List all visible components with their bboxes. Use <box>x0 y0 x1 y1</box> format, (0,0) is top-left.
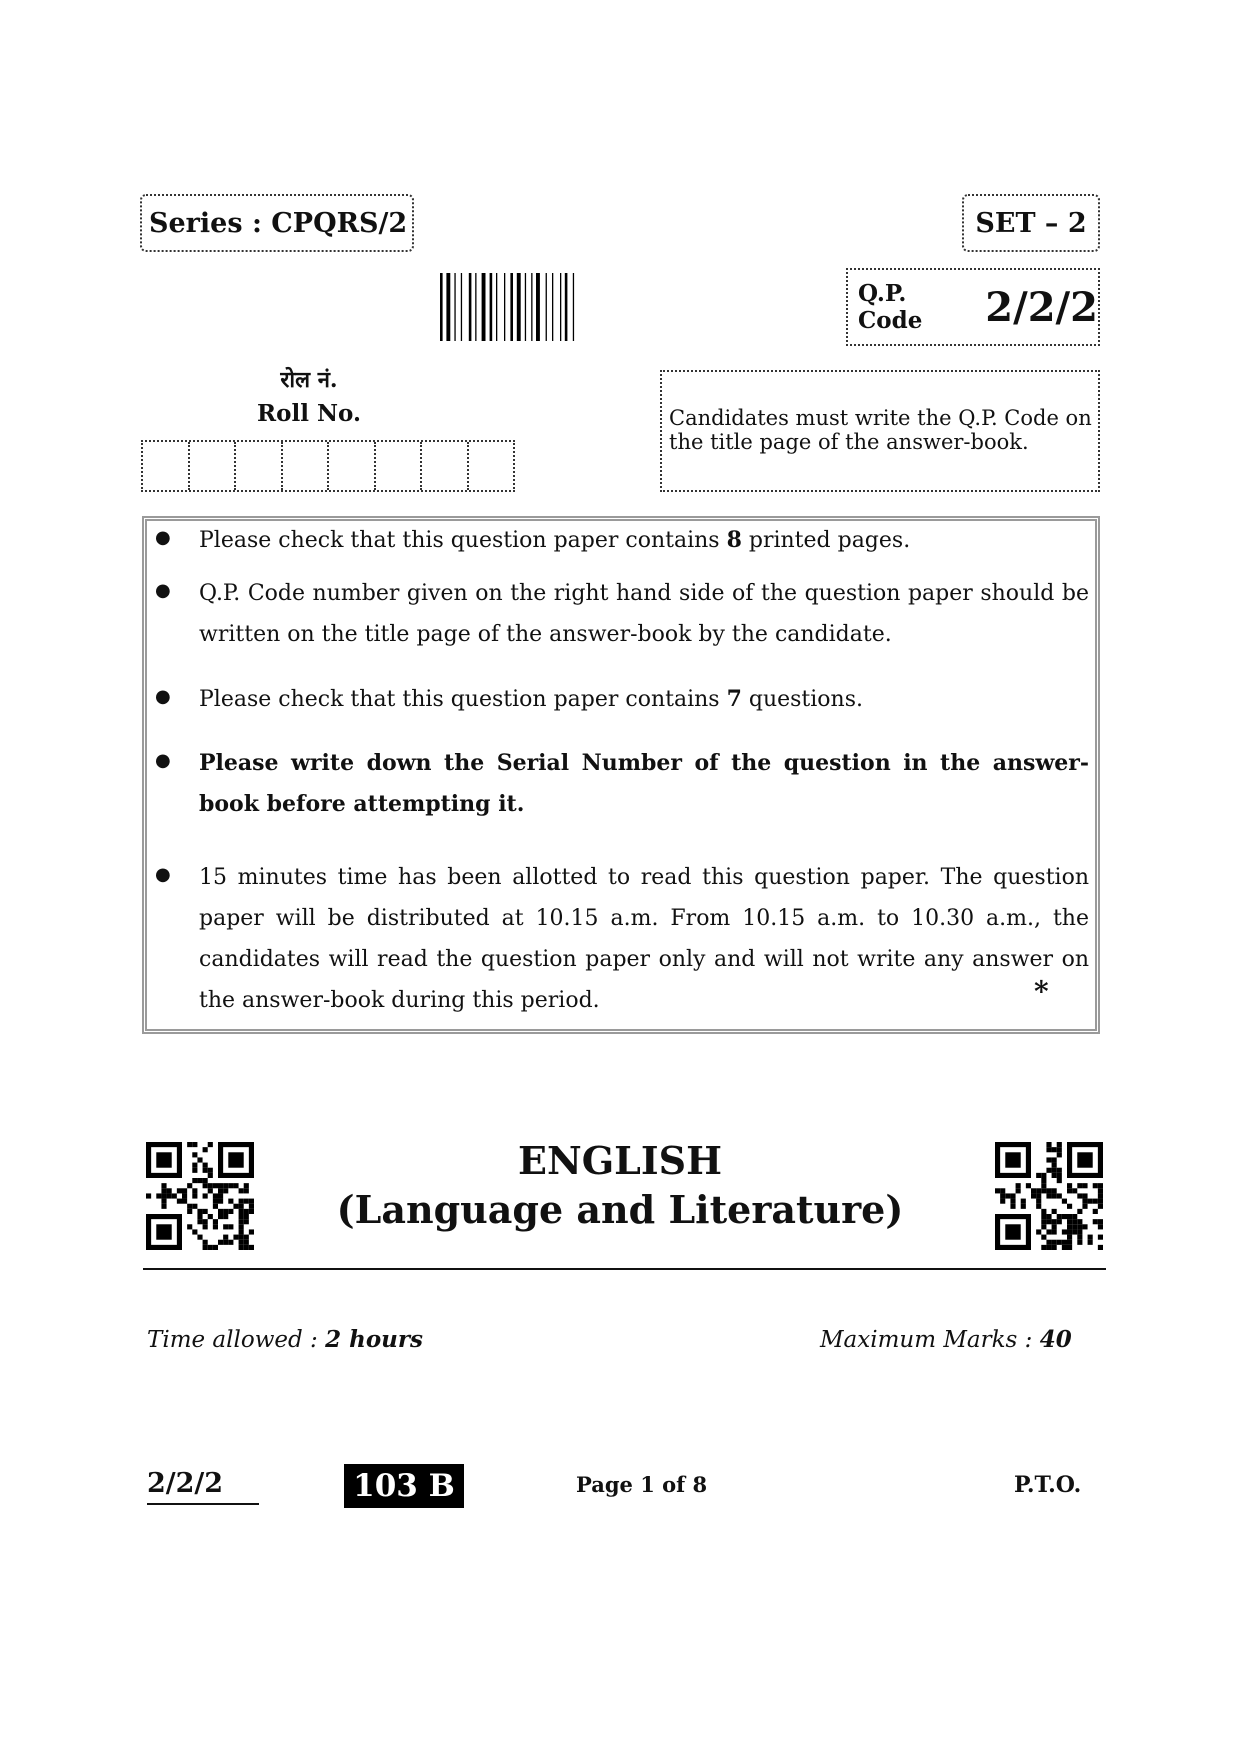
qr-module <box>1052 1163 1057 1168</box>
qr-module <box>1052 1147 1057 1152</box>
qr-module <box>1031 1188 1036 1193</box>
qr-module <box>192 1229 197 1234</box>
divider-line <box>143 1268 1106 1270</box>
qr-module <box>1010 1204 1015 1209</box>
qr-module <box>1000 1193 1005 1198</box>
barcode-bar <box>546 273 547 341</box>
qr-module <box>1077 1219 1082 1224</box>
qr-module <box>197 1178 202 1183</box>
qr-module <box>1077 1209 1082 1214</box>
qr-module <box>239 1209 244 1214</box>
qr-module <box>223 1214 228 1219</box>
qr-module <box>228 1224 233 1229</box>
qr-module <box>161 1204 166 1209</box>
qr-module <box>1041 1188 1046 1193</box>
qr-module <box>218 1199 223 1204</box>
qr-module <box>187 1204 192 1209</box>
qr-module <box>239 1219 244 1224</box>
roll-no-cell[interactable] <box>283 442 330 490</box>
qr-module <box>228 1183 233 1188</box>
qr-module <box>1052 1173 1057 1178</box>
qr-module <box>1088 1199 1093 1204</box>
qr-module <box>223 1209 228 1214</box>
qr-module <box>192 1193 197 1198</box>
qr-module <box>1062 1229 1067 1234</box>
qr-module <box>239 1245 244 1250</box>
qr-module <box>213 1193 218 1198</box>
qr-module <box>1000 1188 1005 1193</box>
qr-module <box>223 1235 228 1240</box>
instruction-item: 15 minutes time has been allotted to read this question paper. The question paper will be distributed at 10.15 a.m. From 10.15 a.m. to 10.30 a.m., the candidates will read the question paper only and will not write any answer on the answer-book during this period. <box>199 865 1089 1013</box>
qr-module <box>1046 1245 1051 1250</box>
instruction-item: Please check that this question paper contains 8 printed pages. <box>199 527 911 553</box>
qr-module <box>223 1224 228 1229</box>
qr-module <box>1067 1214 1072 1219</box>
qr-module <box>192 1142 197 1147</box>
qr-module <box>1026 1183 1031 1188</box>
qr-finder <box>1077 1152 1092 1167</box>
qr-module <box>223 1240 228 1245</box>
qr-module <box>1046 1214 1051 1219</box>
qr-module <box>239 1204 244 1209</box>
barcode-bar <box>469 273 472 341</box>
qr-module <box>239 1199 244 1204</box>
qr-finder <box>1005 1152 1020 1167</box>
qr-module <box>203 1163 208 1168</box>
barcode-bar <box>552 273 553 341</box>
qr-module <box>161 1193 166 1198</box>
qr-module <box>1052 1224 1057 1229</box>
qr-module <box>1067 1188 1072 1193</box>
qr-module <box>213 1183 218 1188</box>
qr-module <box>1041 1235 1046 1240</box>
qr-module <box>192 1204 197 1209</box>
roll-no-cell[interactable] <box>236 442 283 490</box>
qr-module <box>1062 1199 1067 1204</box>
bullet-icon: ● <box>155 527 171 548</box>
qr-module <box>1067 1235 1072 1240</box>
series-label: Series : CPQRS/2 <box>140 194 414 252</box>
qr-module <box>208 1214 213 1219</box>
qr-module <box>1052 1245 1057 1250</box>
qr-finder <box>1005 1224 1020 1239</box>
qr-module <box>1067 1245 1072 1250</box>
qr-module <box>1036 1229 1041 1234</box>
qr-module <box>182 1188 187 1193</box>
qr-module <box>1046 1229 1051 1234</box>
qr-module <box>208 1168 213 1173</box>
barcode-bar <box>496 273 497 341</box>
barcode-bar <box>504 273 505 341</box>
qr-code-right <box>995 1142 1103 1250</box>
qr-module <box>1098 1245 1103 1250</box>
qr-module <box>1082 1224 1087 1229</box>
qr-module <box>172 1193 177 1198</box>
barcode-bar <box>482 273 486 341</box>
qr-module <box>1072 1219 1077 1224</box>
qr-module <box>1057 1178 1062 1183</box>
qr-module <box>244 1214 249 1219</box>
qr-module <box>1098 1199 1103 1204</box>
qr-module <box>1057 1240 1062 1245</box>
qr-module <box>1062 1240 1067 1245</box>
roll-no-hindi-label: रोल नं. <box>280 367 338 393</box>
qr-module <box>249 1209 254 1214</box>
qr-module <box>1036 1188 1041 1193</box>
pto-label: P.T.O. <box>1014 1472 1082 1498</box>
qr-module <box>1000 1199 1005 1204</box>
roll-no-boxes[interactable] <box>141 440 515 492</box>
qr-module <box>192 1178 197 1183</box>
qr-module <box>1082 1193 1087 1198</box>
qr-module <box>1062 1214 1067 1219</box>
qr-module <box>167 1193 172 1198</box>
qr-module <box>233 1235 238 1240</box>
roll-no-cell[interactable] <box>469 442 514 490</box>
qr-module <box>233 1183 238 1188</box>
qr-module <box>1010 1193 1015 1198</box>
qr-module <box>1077 1235 1082 1240</box>
barcode-bar <box>531 273 532 341</box>
qr-module <box>208 1173 213 1178</box>
page-number: Page 1 of 8 <box>576 1472 708 1497</box>
set-label: SET – 2 <box>962 194 1100 252</box>
qr-module <box>1057 1168 1062 1173</box>
qr-module <box>1057 1173 1062 1178</box>
qr-module <box>1031 1193 1036 1198</box>
qr-module <box>1072 1224 1077 1229</box>
qr-module <box>1052 1219 1057 1224</box>
barcode-bar <box>525 273 526 341</box>
qr-module <box>161 1183 166 1188</box>
qr-module <box>1016 1183 1021 1188</box>
qr-module <box>187 1142 192 1147</box>
qr-module <box>1046 1188 1051 1193</box>
qr-module <box>1067 1240 1072 1245</box>
qr-module <box>1072 1188 1077 1193</box>
qr-module <box>213 1245 218 1250</box>
qr-module <box>1077 1224 1082 1229</box>
qr-module <box>218 1183 223 1188</box>
qr-module <box>1067 1229 1072 1234</box>
qr-module <box>203 1245 208 1250</box>
qr-module <box>1046 1240 1051 1245</box>
qr-module <box>213 1224 218 1229</box>
qr-module <box>1057 1193 1062 1198</box>
qr-module <box>203 1224 208 1229</box>
qr-module <box>223 1183 228 1188</box>
qr-module <box>223 1188 228 1193</box>
qr-module <box>995 1188 1000 1193</box>
footer-qp-code: 2/2/2 <box>147 1468 259 1505</box>
qr-module <box>249 1199 254 1204</box>
qr-module <box>161 1188 166 1193</box>
qr-module <box>1082 1204 1087 1209</box>
qr-module <box>213 1204 218 1209</box>
star-icon: * <box>1034 975 1049 1008</box>
qr-module <box>177 1199 182 1204</box>
qr-module <box>182 1199 187 1204</box>
barcode-bar <box>560 273 561 341</box>
barcode-bar <box>490 273 493 341</box>
roll-no-cell[interactable] <box>143 442 190 490</box>
qr-module <box>208 1142 213 1147</box>
qr-module <box>1067 1219 1072 1224</box>
qr-module <box>1067 1224 1072 1229</box>
instruction-item: Q.P. Code number given on the right hand side of the question paper should be written on the title page of the answer-book by the candidate. <box>199 581 1089 647</box>
qr-module <box>1041 1173 1046 1178</box>
qr-module <box>1093 1199 1098 1204</box>
qr-module <box>1046 1147 1051 1152</box>
qr-module <box>244 1199 249 1204</box>
qr-module <box>192 1168 197 1173</box>
qr-module <box>1036 1199 1041 1204</box>
candidate-instruction-text: Candidates must write the Q.P. Code on the title page of the answer-book. <box>669 406 1092 454</box>
qr-module <box>1093 1209 1098 1214</box>
qr-finder <box>156 1224 171 1239</box>
barcode-image <box>440 273 612 341</box>
qr-module <box>146 1193 151 1198</box>
barcode-bar <box>454 273 455 341</box>
qr-module <box>1005 1193 1010 1198</box>
qr-module <box>228 1199 233 1204</box>
qr-module <box>1041 1214 1046 1219</box>
qr-module <box>156 1193 161 1198</box>
qr-module <box>1057 1152 1062 1157</box>
qr-module <box>239 1229 244 1234</box>
barcode-bar <box>461 273 462 341</box>
qp-code-value: 2/2/2 <box>985 283 1098 331</box>
qr-module <box>218 1193 223 1198</box>
barcode-bar <box>446 273 450 341</box>
qr-module <box>1057 1214 1062 1219</box>
footer-subject-code: 103 B <box>344 1464 464 1508</box>
qr-module <box>1077 1183 1082 1188</box>
qr-module <box>203 1240 208 1245</box>
qr-module <box>1041 1219 1046 1224</box>
qr-module <box>203 1147 208 1152</box>
barcode-bar <box>565 273 568 341</box>
maximum-marks: Maximum Marks : 40 <box>820 1326 1072 1353</box>
qr-code-left <box>146 1142 254 1250</box>
qr-module <box>228 1240 233 1245</box>
qr-module <box>203 1178 208 1183</box>
barcode-bar <box>475 273 476 341</box>
qr-module <box>244 1219 249 1224</box>
qr-module <box>1093 1219 1098 1224</box>
qr-module <box>1036 1193 1041 1198</box>
qr-module <box>1067 1183 1072 1188</box>
qr-module <box>1010 1199 1015 1204</box>
qr-module <box>1057 1142 1062 1147</box>
qr-module <box>203 1219 208 1224</box>
qr-module <box>1046 1142 1051 1147</box>
qr-module <box>192 1188 197 1193</box>
qr-module <box>1098 1235 1103 1240</box>
qr-module <box>1052 1209 1057 1214</box>
qr-module <box>182 1193 187 1198</box>
qr-module <box>167 1188 172 1193</box>
qr-module <box>187 1209 192 1214</box>
qr-module <box>1077 1193 1082 1198</box>
qr-module <box>197 1235 202 1240</box>
qr-module <box>244 1240 249 1245</box>
qr-module <box>1052 1168 1057 1173</box>
qr-module <box>218 1240 223 1245</box>
qr-module <box>177 1188 182 1193</box>
qr-module <box>1021 1199 1026 1204</box>
qr-module <box>197 1157 202 1162</box>
qr-module <box>1021 1204 1026 1209</box>
qr-module <box>244 1183 249 1188</box>
qr-module <box>244 1235 249 1240</box>
subject-subtitle: (Language and Literature) <box>336 1187 904 1232</box>
qr-module <box>1046 1157 1051 1162</box>
qr-module <box>197 1219 202 1224</box>
qr-module <box>197 1214 202 1219</box>
bullet-icon: ● <box>155 750 171 771</box>
qr-module <box>1062 1245 1067 1250</box>
qr-module <box>1057 1147 1062 1152</box>
qr-module <box>208 1245 213 1250</box>
qr-module <box>203 1168 208 1173</box>
qr-module <box>228 1209 233 1214</box>
qr-module <box>1036 1173 1041 1178</box>
qr-module <box>1067 1204 1072 1209</box>
roll-no-cell[interactable] <box>422 442 469 490</box>
qr-module <box>1046 1193 1051 1198</box>
qp-code-box <box>846 268 1100 346</box>
qp-code-label: Q.P. Code <box>858 280 923 334</box>
qr-module <box>218 1214 223 1219</box>
bullet-icon: ● <box>155 580 171 601</box>
qr-module <box>1052 1229 1057 1234</box>
qr-module <box>1098 1183 1103 1188</box>
qr-module <box>213 1219 218 1224</box>
qr-module <box>233 1204 238 1209</box>
qr-module <box>1041 1224 1046 1229</box>
qr-module <box>1088 1235 1093 1240</box>
qr-finder <box>228 1152 243 1167</box>
qr-module <box>213 1199 218 1204</box>
qr-module <box>1088 1240 1093 1245</box>
qr-module <box>249 1229 254 1234</box>
roll-no-label: Roll No. <box>257 400 361 427</box>
qr-module <box>1098 1193 1103 1198</box>
qr-module <box>208 1188 213 1193</box>
qr-module <box>1077 1229 1082 1234</box>
qr-module <box>249 1245 254 1250</box>
qr-module <box>1041 1209 1046 1214</box>
qr-module <box>161 1199 166 1204</box>
qr-module <box>244 1188 249 1193</box>
qr-module <box>1041 1245 1046 1250</box>
barcode-bar <box>440 273 443 341</box>
roll-no-cell[interactable] <box>329 442 376 490</box>
qr-module <box>239 1214 244 1219</box>
qr-finder <box>156 1152 171 1167</box>
qr-module <box>203 1183 208 1188</box>
qr-module <box>1057 1219 1062 1224</box>
qr-module <box>192 1152 197 1157</box>
bullet-icon: ● <box>155 864 171 885</box>
barcode-bar <box>573 273 574 341</box>
qr-module <box>218 1188 223 1193</box>
candidate-instruction-box <box>660 370 1100 492</box>
qr-module <box>1072 1229 1077 1234</box>
qr-module <box>239 1235 244 1240</box>
qr-module <box>1077 1240 1082 1245</box>
qr-module <box>187 1224 192 1229</box>
time-allowed: Time allowed : 2 hours <box>147 1326 423 1353</box>
qr-module <box>239 1224 244 1229</box>
instruction-item: Please write down the Serial Number of the question in the answer-book before attempting it. <box>199 750 1089 817</box>
barcode-bar <box>536 273 540 341</box>
qr-module <box>1098 1188 1103 1193</box>
qr-module <box>1052 1240 1057 1245</box>
qr-module <box>1082 1183 1087 1188</box>
qr-module <box>192 1163 197 1168</box>
qr-module <box>1072 1214 1077 1219</box>
barcode-bar <box>517 273 521 341</box>
qr-module <box>218 1209 223 1214</box>
qr-module <box>1046 1219 1051 1224</box>
qr-module <box>187 1183 192 1188</box>
qr-module <box>239 1188 244 1193</box>
qr-module <box>1052 1188 1057 1193</box>
qr-module <box>244 1209 249 1214</box>
barcode-bar <box>510 273 513 341</box>
qr-module <box>239 1240 244 1245</box>
qr-module <box>1052 1193 1057 1198</box>
qr-module <box>1098 1224 1103 1229</box>
qr-module <box>1052 1157 1057 1162</box>
subject-title: ENGLISH <box>518 1138 722 1183</box>
qr-module <box>1098 1204 1103 1209</box>
qr-module <box>1041 1178 1046 1183</box>
roll-no-cell[interactable] <box>376 442 423 490</box>
qr-module <box>1016 1188 1021 1193</box>
qr-module <box>208 1183 213 1188</box>
qr-module <box>1046 1168 1051 1173</box>
qr-module <box>1036 1204 1041 1209</box>
qr-module <box>1093 1183 1098 1188</box>
qr-module <box>203 1209 208 1214</box>
qr-module <box>244 1245 249 1250</box>
qr-module <box>203 1193 208 1198</box>
qr-module <box>1098 1219 1103 1224</box>
roll-no-cell[interactable] <box>190 442 237 490</box>
qr-module <box>1041 1183 1046 1188</box>
bullet-icon: ● <box>155 686 171 707</box>
qr-module <box>197 1209 202 1214</box>
instruction-item: Please check that this question paper contains 7 questions. <box>199 686 864 712</box>
qr-module <box>1082 1199 1087 1204</box>
qr-module <box>249 1204 254 1209</box>
